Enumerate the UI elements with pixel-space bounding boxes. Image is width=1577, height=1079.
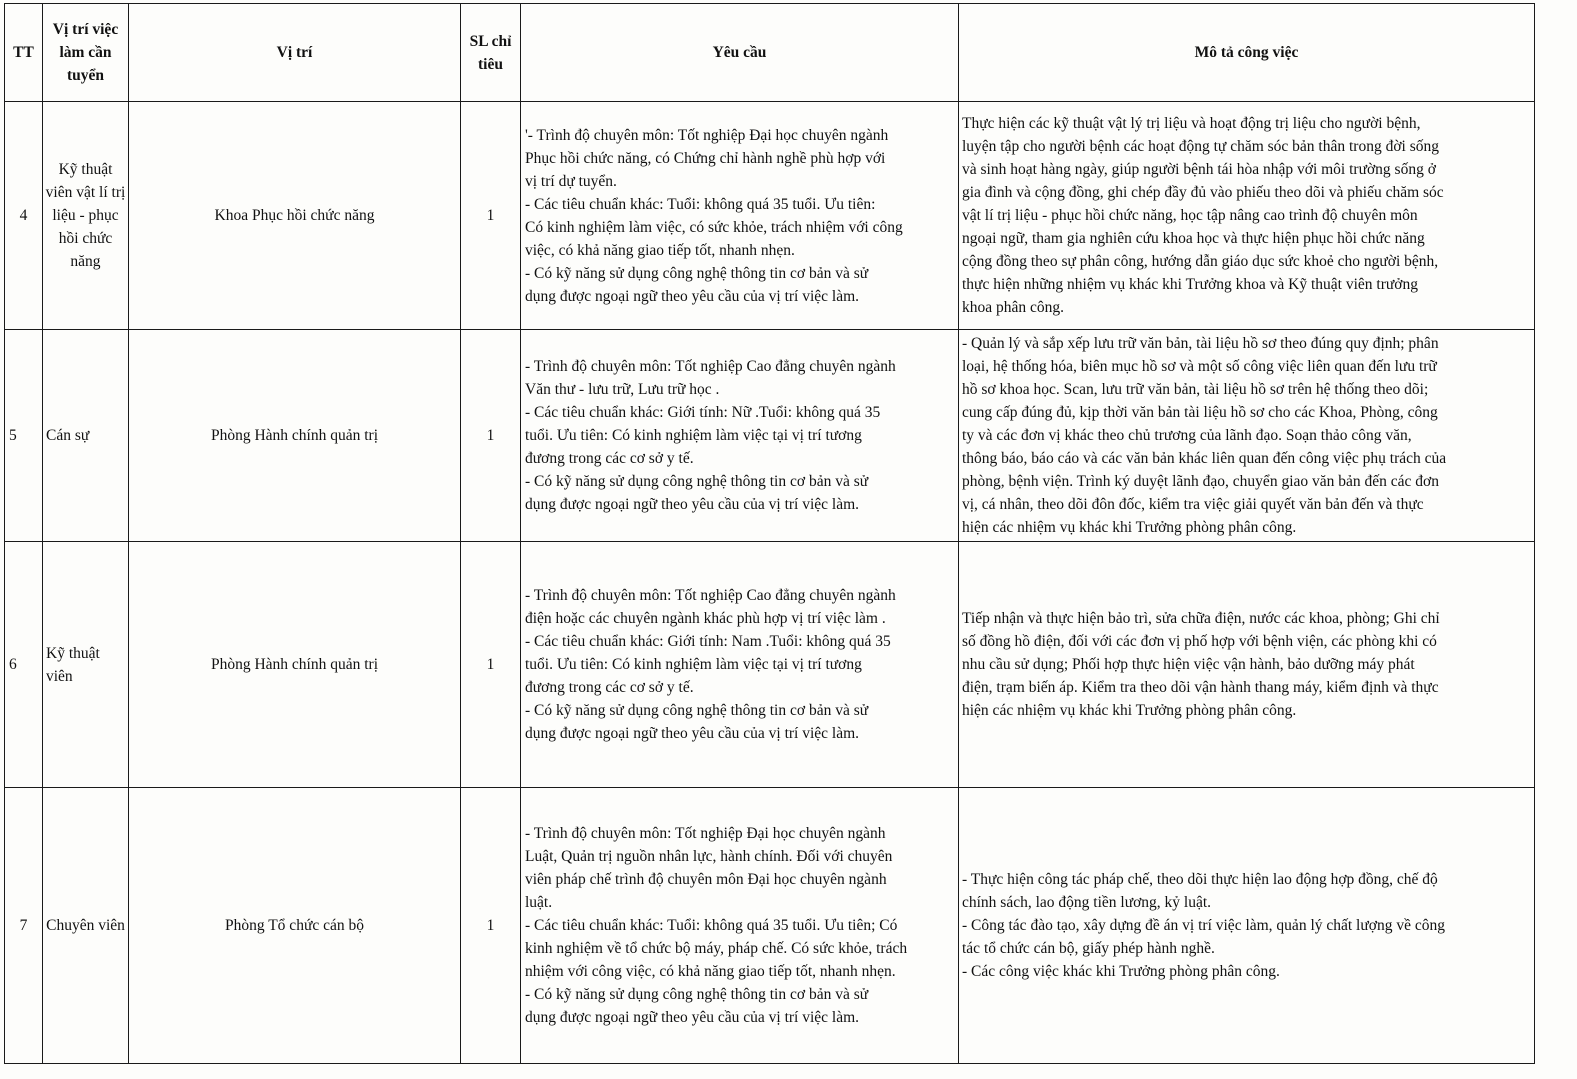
- table-row: [5, 788, 1535, 1064]
- table-row: [5, 102, 1535, 330]
- job-description: [959, 788, 1535, 1064]
- header-quota: SL chỉ tiêu: [461, 4, 521, 102]
- quota: 1: [461, 788, 521, 1064]
- text-line: tuổi. Ưu tiên: Có kinh nghiệm làm việc tại vị trí tương: [525, 427, 862, 444]
- job-description: [959, 102, 1535, 330]
- text-line: - Các tiêu chuẩn khác: Giới tính: Nam .Tuổi: không quá 35: [525, 633, 891, 650]
- row-number: 5: [5, 330, 43, 542]
- text-line: dụng được ngoại ngữ theo yêu cầu của vị trí việc làm.: [525, 287, 860, 305]
- text-line: việc, có khả năng giao tiếp tốt, nhanh nhẹn.: [525, 241, 795, 259]
- job-description: [959, 542, 1535, 788]
- text-line: - Trình độ chuyên môn: Tốt nghiệp Cao đẳng chuyên ngành: [525, 587, 896, 604]
- text-line: dụng được ngoại ngữ theo yêu cầu của vị trí việc làm.: [525, 1009, 860, 1026]
- text-line: nhiệm với công việc, có khả năng giao tiếp tốt, nhanh nhẹn.: [525, 963, 896, 980]
- job-title: Kỹ thuật viên: [43, 542, 129, 788]
- text-line: ty và các đơn vị khác theo chủ trương của lãnh đạo. Soạn thảo công văn,: [962, 427, 1412, 444]
- quota: 1: [461, 102, 521, 330]
- header-job: Vị trí việc làm cần tuyển: [43, 4, 129, 102]
- text-line: ngoại ngữ, tham gia nghiên cứu khoa học và thực hiện phục hồi chức năng: [962, 230, 1425, 247]
- text-line: hiện các nhiệm vụ khác khi Trưởng phòng phân công.: [962, 519, 1297, 536]
- row-number: 6: [5, 542, 43, 788]
- text-line: - Công tác đào tạo, xây dựng đề án vị trí việc làm, quản lý chất lượng về công: [962, 917, 1445, 934]
- text-line: và sinh hoạt hàng ngày, giúp người bệnh tái hòa nhập với môi trường sống ở: [962, 161, 1436, 178]
- text-line: cộng đồng theo sự phân công, hướng dẫn giáo dục sức khoẻ cho người bệnh,: [962, 253, 1439, 270]
- text-line: - Các tiêu chuẩn khác: Tuổi: không quá 35 tuổi. Ưu tiên; Có: [525, 917, 898, 934]
- text-line: - Quản lý và sắp xếp lưu trữ văn bản, tài liệu hồ sơ theo đúng quy định; phân: [962, 335, 1439, 352]
- text-line: hiện các nhiệm vụ khác khi Trưởng phòng phân công.: [962, 702, 1297, 719]
- text-line: Luật, Quản trị nguồn nhân lực, hành chính. Đối với chuyên: [525, 848, 893, 865]
- text-line: cung cấp đúng đủ, kịp thời văn bản tài liệu hồ sơ cho các Khoa, Phòng, công: [962, 404, 1438, 421]
- requirements: [521, 542, 959, 788]
- text-line: - Các công việc khác khi Trưởng phòng phân công.: [962, 963, 1280, 980]
- text-line: chính sách, lao động tiền lương, kỷ luật.: [962, 894, 1212, 911]
- table-row: [5, 330, 1535, 542]
- text-line: Văn thư - lưu trữ, Lưu trữ học .: [525, 381, 720, 398]
- text-line: - Có kỹ năng sử dụng công nghệ thông tin cơ bản và sử: [525, 264, 869, 282]
- text-line: hồ sơ khoa học. Scan, lưu trữ văn bản, tài liệu hồ sơ trên hệ thống theo dõi;: [962, 381, 1429, 398]
- text-line: - Trình độ chuyên môn: Tốt nghiệp Cao đẳng chuyên ngành: [525, 358, 896, 375]
- text-line: Có kinh nghiệm làm việc, có sức khỏe, trách nhiệm với công: [525, 218, 903, 236]
- text-line: gia đình và cộng đồng, ghi chép đầy đủ vào phiếu theo dõi và phiếu chăm sóc: [962, 184, 1444, 201]
- header-row: [5, 4, 1535, 102]
- quota: 1: [461, 330, 521, 542]
- text-line: - Có kỹ năng sử dụng công nghệ thông tin cơ bản và sử: [525, 986, 869, 1003]
- text-line: - Các tiêu chuẩn khác: Tuổi: không quá 35 tuổi. Ưu tiên:: [525, 195, 876, 213]
- department: Phòng Hành chính quản trị: [129, 542, 461, 788]
- text-line: tác tổ chức cán bộ, giấy phép hành nghề.: [962, 940, 1215, 957]
- header-position: Vị trí: [129, 4, 461, 102]
- text-line: thông báo, báo cáo và các văn bản khác liên quan đến công việc phụ trách của: [962, 450, 1447, 467]
- text-line: Thực hiện các kỹ thuật vật lý trị liệu và hoạt động trị liệu cho người bệnh,: [962, 115, 1421, 132]
- text-line: kinh nghiệm về tổ chức bộ máy, pháp chế. Có sức khỏe, trách: [525, 940, 908, 957]
- text-line: - Có kỹ năng sử dụng công nghệ thông tin cơ bản và sử: [525, 473, 869, 490]
- text-line: loại, hệ thống hóa, biên mục hồ sơ và một số công việc liên quan đến lưu trữ: [962, 358, 1437, 375]
- header-tt: TT: [5, 4, 43, 102]
- text-line: '- Trình độ chuyên môn: Tốt nghiệp Đại học chuyên ngành: [525, 126, 889, 144]
- text-line: luyện tập cho người bệnh các hoạt động tự chăm sóc bản thân trong đời sống: [962, 138, 1439, 155]
- text-line: điện, trạm biến áp. Kiểm tra theo dõi vận hành thang máy, kiểm định và thực: [962, 679, 1439, 696]
- department: Phòng Hành chính quản trị: [129, 330, 461, 542]
- text-line: luật.: [525, 894, 553, 911]
- text-line: vị, cá nhân, theo dõi đôn đốc, kiểm tra việc giải quyết văn bản đến và thực: [962, 496, 1424, 513]
- department: Khoa Phục hồi chức năng: [129, 102, 461, 330]
- job-title: Kỹ thuật viên vật lí trị liệu - phục hồi chức năng: [43, 102, 129, 330]
- row-number: 7: [5, 788, 43, 1064]
- text-line: viên pháp chế trình độ chuyên môn Đại học chuyên ngành: [525, 871, 887, 888]
- table-row: [5, 542, 1535, 788]
- recruitment-table: [4, 3, 1535, 1064]
- job-title: Chuyên viên: [43, 788, 129, 1064]
- text-line: nhu cầu sử dụng; Phối hợp thực hiện việc vận hành, bảo dưỡng máy phát: [962, 656, 1415, 673]
- job-description: [959, 330, 1535, 542]
- text-line: - Có kỹ năng sử dụng công nghệ thông tin cơ bản và sử: [525, 702, 869, 719]
- text-line: khoa phân công.: [962, 299, 1065, 316]
- header-requirements: Yêu cầu: [521, 4, 959, 102]
- text-line: Tiếp nhận và thực hiện bảo trì, sửa chữa điện, nước các khoa, phòng; Ghi chỉ: [962, 610, 1440, 627]
- text-line: phòng, bệnh viện. Trình ký duyệt lãnh đạo, chuyển giao văn bản đến các đơn: [962, 473, 1439, 490]
- quota: 1: [461, 542, 521, 788]
- text-line: - Trình độ chuyên môn: Tốt nghiệp Đại học chuyên ngành: [525, 825, 886, 842]
- text-line: điện hoặc các chuyên ngành khác phù hợp vị trí việc làm .: [525, 610, 886, 627]
- text-line: vị trí dự tuyển.: [525, 172, 617, 190]
- text-line: thực hiện những nhiệm vụ khác khi Trưởng khoa và Kỹ thuật viên trưởng: [962, 276, 1418, 293]
- text-line: đương trong các cơ sở y tế.: [525, 679, 694, 696]
- text-line: dụng được ngoại ngữ theo yêu cầu của vị trí việc làm.: [525, 725, 860, 742]
- text-line: vật lí trị liệu - phục hồi chức năng, học tập nâng cao trình độ chuyên môn: [962, 207, 1418, 224]
- row-number: 4: [5, 102, 43, 330]
- requirements: [521, 102, 959, 330]
- requirements: [521, 330, 959, 542]
- requirements: [521, 788, 959, 1064]
- text-line: Phục hồi chức năng, có Chứng chỉ hành nghề phù hợp với: [525, 149, 886, 167]
- job-title: Cán sự: [43, 330, 129, 542]
- text-line: dụng được ngoại ngữ theo yêu cầu của vị trí việc làm.: [525, 496, 860, 513]
- text-line: - Thực hiện công tác pháp chế, theo dõi thực hiện lao động hợp đồng, chế độ: [962, 871, 1438, 888]
- department: Phòng Tổ chức cán bộ: [129, 788, 461, 1064]
- text-line: - Các tiêu chuẩn khác: Giới tính: Nữ .Tuổi: không quá 35: [525, 404, 881, 421]
- text-line: đương trong các cơ sở y tế.: [525, 450, 694, 467]
- header-description: Mô tả công việc: [959, 4, 1535, 102]
- text-line: số đồng hồ điện, đối với các đơn vị phố hợp với bệnh viện, các phòng khi có: [962, 633, 1437, 650]
- text-line: tuổi. Ưu tiên: Có kinh nghiệm làm việc tại vị trí tương: [525, 656, 862, 673]
